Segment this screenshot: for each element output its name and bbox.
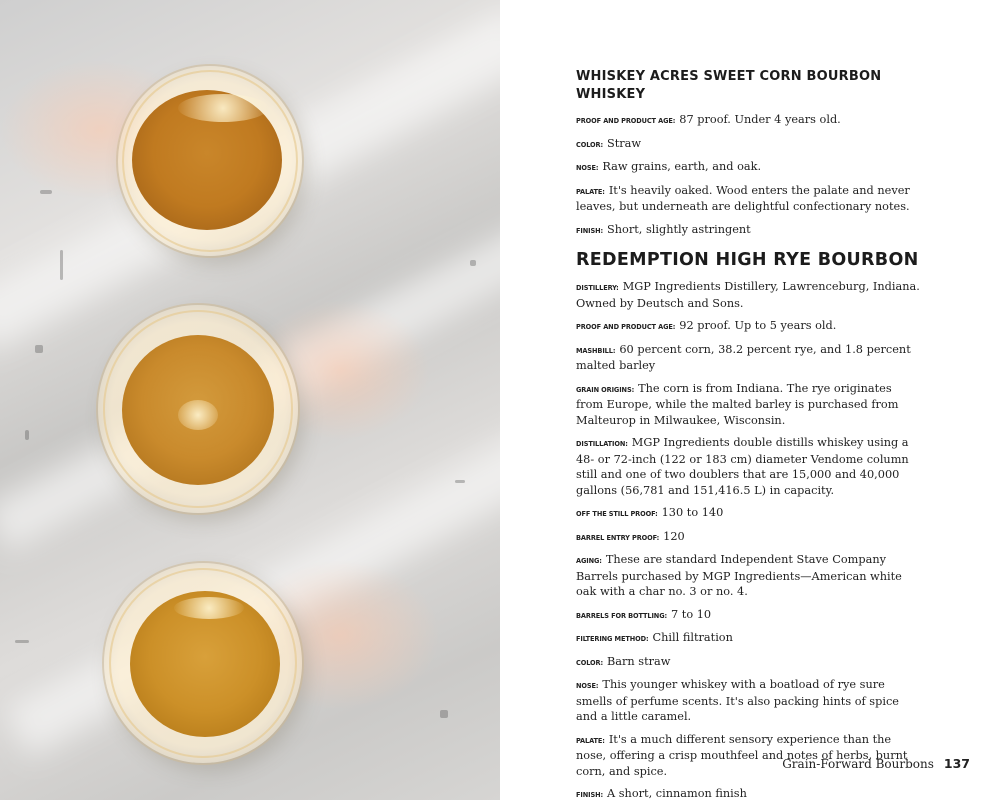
section-entries-redemption	[576, 279, 921, 803]
tasting-entry	[576, 136, 921, 153]
bourbon-glass	[118, 66, 302, 256]
marble-vein	[40, 190, 52, 194]
tasting-entry	[576, 279, 921, 311]
entry-text: It's a much different sensory experience than the nose, offering a crisp mouthfeel and notes of herbs, burnt corn, and spice.	[576, 732, 908, 778]
entry-text: Straw	[606, 136, 642, 150]
bourbon-photo	[0, 0, 500, 800]
tasting-entry	[576, 381, 921, 429]
tasting-entry	[576, 318, 921, 335]
tasting-entry	[576, 630, 921, 647]
page-footer	[782, 756, 970, 771]
tasting-entry	[576, 342, 921, 374]
section-entries-whiskey-acres	[576, 112, 921, 238]
tasting-entry	[576, 435, 921, 498]
entry-label: BARREL ENTRY PROOF:	[576, 532, 660, 542]
marble-vein	[60, 250, 63, 280]
entry-text: A short, cinnamon finish	[607, 787, 747, 800]
entry-label: NOSE:	[576, 681, 599, 690]
marble-vein	[35, 345, 43, 353]
entry-label: FILTERING METHOD:	[576, 634, 649, 643]
entry-text: This younger whiskey with a boatload of rye sure smells of perfume scents. It's also packing hints of spice and a little caramel.	[576, 678, 899, 723]
tasting-entry	[576, 607, 921, 624]
section-title-whiskey-acres: WHISKEY ACRES SWEET CORN BOURBON WHISKEY	[576, 69, 882, 102]
entry-label: DISTILLATION:	[576, 439, 628, 448]
entry-label: COLOR:	[576, 657, 603, 667]
marble-vein	[440, 710, 448, 718]
tasting-entry	[576, 112, 921, 129]
entry-text: Barn straw	[606, 654, 671, 668]
tasting-entry	[576, 159, 921, 176]
tasting-entry	[576, 222, 921, 239]
tasting-entry	[576, 654, 921, 671]
entry-label: DISTILLERY:	[576, 283, 619, 292]
entry-label: GRAIN ORIGINS:	[576, 384, 635, 394]
entry-text: Chill filtration	[652, 631, 733, 644]
entry-text: 87 proof. Under 4 years old.	[679, 113, 841, 126]
bourbon-glass	[98, 305, 298, 513]
tasting-entry	[576, 505, 921, 522]
entry-label: MASHBILL:	[576, 345, 616, 355]
tasting-entry	[576, 183, 921, 215]
entry-text: 120	[663, 529, 685, 543]
entry-text: Short, slightly astringent	[607, 222, 751, 236]
entry-text: 60 percent corn, 38.2 percent rye, and 1.8 percent malted barley	[576, 342, 911, 372]
page-number: 137	[943, 756, 970, 771]
entry-text: 130 to 140	[661, 506, 724, 519]
bourbon-glass	[104, 563, 302, 763]
section-title-redemption: REDEMPTION HIGH RYE BOURBON	[576, 250, 919, 270]
entry-text: It's heavily oaked. Wood enters the palate and never leaves, but underneath are delightful confectionary notes.	[576, 183, 910, 213]
entry-label: PALATE:	[576, 186, 605, 196]
tasting-entry	[576, 677, 921, 725]
marble-vein	[25, 430, 29, 440]
tasting-notes	[576, 68, 921, 810]
entry-label: PROOF AND PRODUCT AGE:	[576, 322, 676, 331]
tasting-entry	[576, 786, 921, 803]
entry-label: NOSE:	[576, 163, 599, 172]
marble-vein	[15, 640, 29, 643]
text-page	[500, 0, 1000, 800]
marble-vein	[470, 260, 476, 266]
running-head: Grain-Forward Bourbons	[782, 757, 934, 771]
entry-label: PROOF AND PRODUCT AGE:	[576, 116, 676, 125]
entry-text: 92 proof. Up to 5 years old.	[679, 319, 837, 332]
entry-text: MGP Ingredients double distills whiskey using a 48- or 72-inch (122 or 183 cm) diameter Vendome column still and one of two doublers that are 15,000 and 40,000 gallons (56,781 and 151,416.5 L) in capacity.	[576, 436, 909, 497]
entry-text: 7 to 10	[671, 607, 712, 621]
entry-label: BARRELS FOR BOTTLING:	[576, 610, 668, 620]
entry-text: MGP Ingredients Distillery, Lawrenceburg, Indiana. Owned by Deutsch and Sons.	[576, 280, 920, 310]
marble-vein	[455, 480, 465, 483]
entry-label: COLOR:	[576, 139, 603, 149]
entry-text: Raw grains, earth, and oak.	[602, 160, 762, 173]
entry-label: PALATE:	[576, 735, 605, 745]
entry-label: AGING:	[576, 556, 602, 565]
tasting-entry	[576, 552, 921, 600]
entry-label: FINISH:	[576, 225, 604, 235]
entry-text: The corn is from Indiana. The rye originates from Europe, while the malted barley is purchased from Malteurop in Milwaukee, Wisconsin.	[576, 381, 899, 427]
entry-label: FINISH:	[576, 790, 604, 799]
tasting-entry	[576, 529, 921, 546]
entry-text: These are standard Independent Stave Company Barrels purchased by MGP Ingredients—American white oak with a char no. 3 or no. 4.	[576, 553, 902, 598]
entry-label: OFF THE STILL PROOF:	[576, 509, 658, 518]
